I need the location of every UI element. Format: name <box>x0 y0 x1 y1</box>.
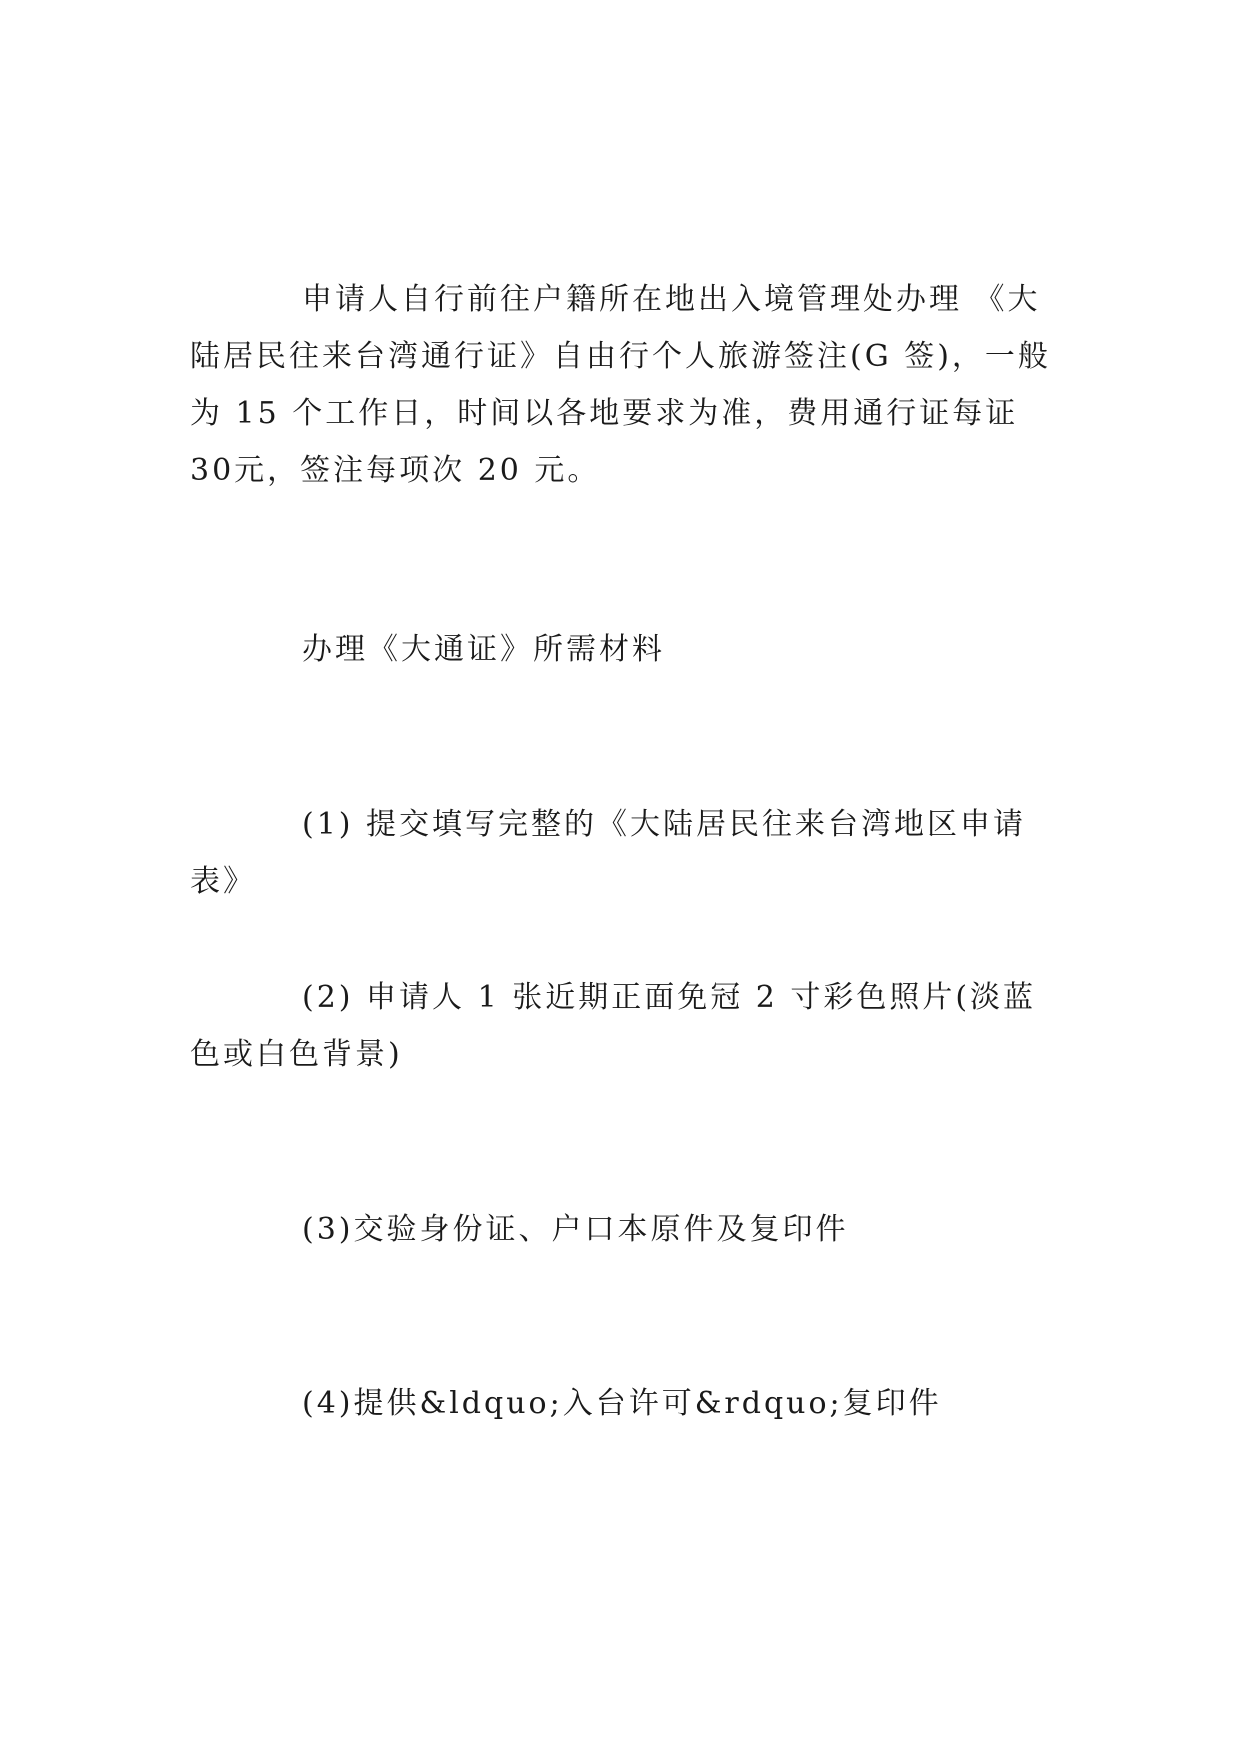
list-item-2: (2) 申请人 1 张近期正面免冠 2 寸彩色照片(淡蓝色或白色背景) <box>190 980 1037 1072</box>
section-heading-materials: 办理《大通证》所需材料 <box>302 632 665 667</box>
list-item-4: (4)提供&ldquo;入台许可&rdquo;复印件 <box>302 1386 942 1421</box>
paragraph-application-info: 申请人自行前往户籍所在地出入境管理处办理 《大陆居民往来台湾通行证》自由行个人旅游签注(G 签)，一般为 15 个工作日，时间以各地要求为准，费用通行证每证 30元，签注每项次 20 元。 <box>190 282 1051 488</box>
list-item-3: (3)交验身份证、户口本原件及复印件 <box>302 1212 849 1247</box>
list-item-1: (1) 提交填写完整的《大陆居民往来台湾地区申请表》 <box>190 807 1027 899</box>
